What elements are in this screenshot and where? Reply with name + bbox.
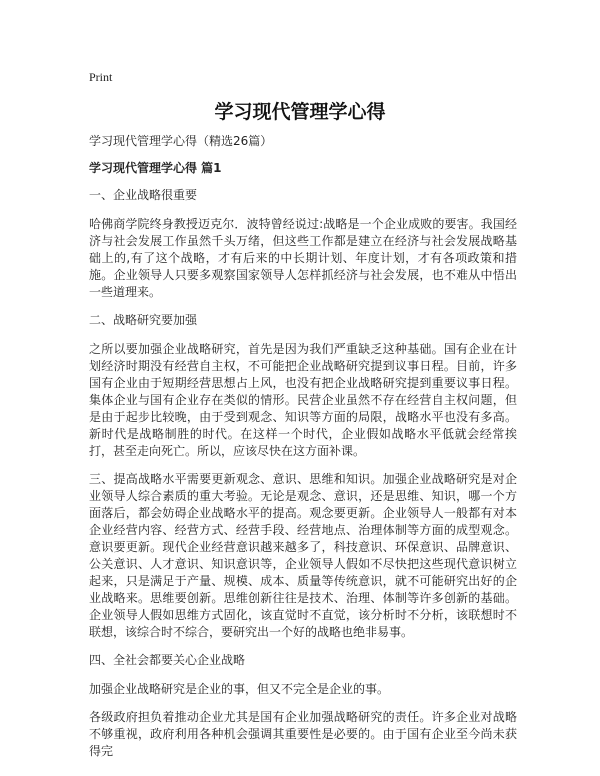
- print-label[interactable]: Print: [89, 70, 113, 84]
- paragraph-4: 加强企业战略研究是企业的事，但又不完全是企业的事。: [89, 682, 390, 696]
- document-body: [89, 133, 517, 771]
- paragraph-1: 哈佛商学院终身教授迈克尔．波特曾经说过:战略是一个企业成败的要害。我国经济与社会发展工作虽然千头万绪，但这些工作都是建立在经济与社会发展战略基础上的,有了这个战略，才有后来的中长期计划、年度计划，才有各项政策和措施。企业领导人只要多观察国家领导人怎样抓经济与社会发展，也不难从中悟出一些道理来。: [89, 217, 517, 299]
- paragraph-3: 三、提高战略水平需要更新观念、意识、思维和知识。加强企业战略研究是对企业领导人综合素质的重大考验。无论是观念、意识，还是思维、知识，哪一个方面落后，都会妨碍企业战略水平的提高。观念要更新。企业领导人一般都有对本企业经营内容、经营方式、经营手段、经营地点、治理体制等方面的成型观念。意识要更新。现代企业经营意识越来越多了，科技意识、环保意识、品牌意识、公关意识、人才意识、知识意识等，企业领导人假如不尽快把这些现代意识树立起来，只是满足于产量、规模、成本、质量等传统意识，就不可能研究出好的企业战略来。思维要创新。思维创新往往是技术、治理、体制等许多创新的基础。企业领导人假如思维方式固化，该直觉时不直觉，该分析时不分析，该联想时不联想，该综合时不综合，要研究出一个好的战略也绝非易事。: [89, 472, 517, 639]
- heading-4: 四、全社会都要关心企业战略: [89, 653, 246, 667]
- section-title: 学习现代管理学心得 篇1: [89, 161, 222, 175]
- document-subtitle: 学习现代管理学心得（精选26篇）: [89, 134, 273, 148]
- paragraph-5: 各级政府担负着推动企业尤其是国有企业加强战略研究的责任。许多企业对战略不够重视，政府利用各种机会强调其重要性是必要的。由于国有企业至今尚未获得完: [89, 710, 517, 758]
- heading-2: 二、战略研究要加强: [89, 313, 198, 327]
- paragraph-2: 之所以要加强企业战略研究，首先是因为我们严重缺乏这种基础。国有企业在计划经济时期没有经营自主权，不可能把企业战略研究提到议事日程。目前，许多国有企业由于短期经营思想占上风，也没有把企业战略研究提到重要议事日程。集体企业与国有企业存在类似的情形。民营企业虽然不存在经营自主权问题，但是由于起步比较晚，由于受到观念、知识等方面的局限，战略水平也没有多高。新时代是战略制胜的时代。在这样一个时代，企业假如战略水平低就会经常挨打，甚至走向死亡。所以，应该尽快在这方面补课。: [89, 342, 517, 458]
- document-title: 学习现代管理学心得: [214, 101, 386, 123]
- heading-1: 一、企业战略很重要: [89, 188, 198, 202]
